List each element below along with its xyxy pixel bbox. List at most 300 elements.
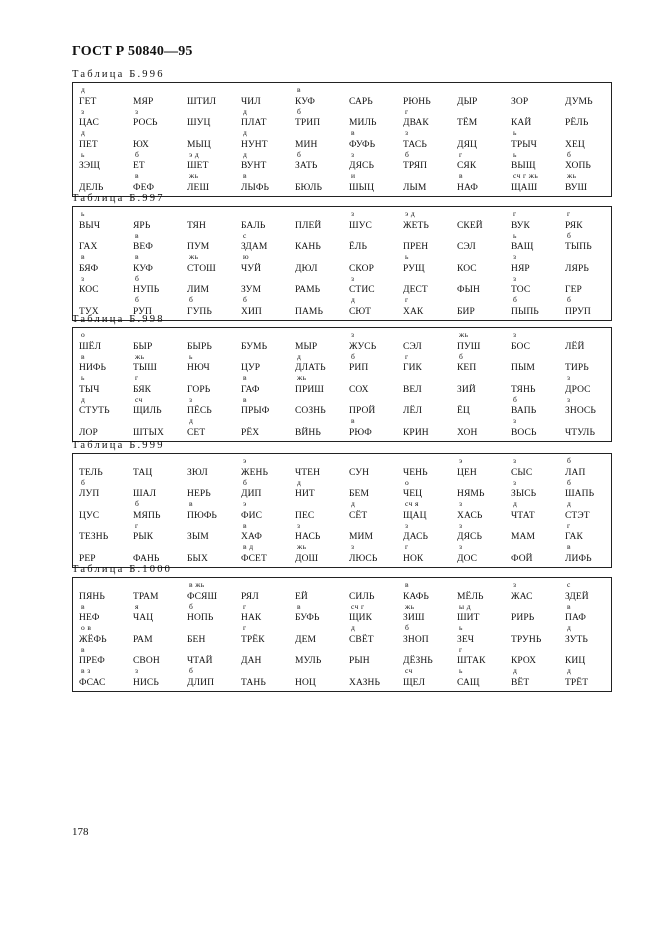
syllable-cell	[183, 253, 237, 275]
syllable-word: НОПЬ	[187, 613, 214, 624]
pronunciation-mark: б	[189, 295, 194, 305]
syllable-cell	[561, 86, 615, 108]
pronunciation-mark: з	[189, 394, 193, 404]
syllable-word: МИМ	[349, 532, 374, 543]
syllable-cell	[291, 581, 345, 603]
syllable-word: КАНЬ	[295, 242, 321, 253]
syllable-cell	[345, 172, 399, 194]
syllable-cell	[237, 86, 291, 108]
syllable-table	[72, 577, 612, 692]
syllable-cell	[129, 210, 183, 232]
pronunciation-mark: д	[567, 666, 572, 676]
pronunciation-mark: жь	[135, 351, 145, 361]
pronunciation-mark: ь	[405, 252, 409, 262]
syllable-word: ТРУНЬ	[511, 634, 542, 645]
syllable-word: ПАФ	[565, 613, 586, 624]
table-caption: Таблица Б.997	[72, 193, 165, 204]
syllable-word: ЁЛЬ	[349, 242, 368, 253]
syllable-cell	[561, 646, 615, 668]
syllable-word: ШЁЛ	[79, 341, 102, 352]
syllable-word: ВЙНЬ	[295, 427, 321, 438]
syllable-word: СЕТ	[187, 427, 206, 438]
syllable-word: ЛИФЬ	[565, 553, 592, 564]
syllable-word: ПРЫФ	[241, 406, 270, 417]
syllable-word: РИРЬ	[511, 613, 535, 624]
syllable-word: ВУНТ	[241, 161, 267, 172]
syllable-word: СЭЛ	[403, 341, 422, 352]
pronunciation-mark: в	[297, 601, 301, 611]
pronunciation-mark: в д	[243, 542, 254, 552]
syllable-cell	[345, 543, 399, 565]
syllable-word: СУН	[349, 467, 370, 478]
syllable-word: ЧТАЙ	[187, 656, 213, 667]
pronunciation-mark: б	[297, 106, 302, 116]
syllable-cell	[507, 667, 561, 689]
syllable-cell	[399, 253, 453, 275]
syllable-cell	[453, 603, 507, 625]
syllable-cell	[399, 86, 453, 108]
pronunciation-mark: д	[81, 128, 86, 138]
syllable-word: БИР	[457, 306, 475, 317]
table-row	[73, 522, 611, 544]
syllable-cell	[345, 129, 399, 151]
syllable-word: БУМЬ	[241, 341, 268, 352]
pronunciation-mark: д	[567, 499, 572, 509]
syllable-word: ТЕЗНЬ	[79, 532, 109, 543]
syllable-word: ДЯЦ	[457, 139, 477, 150]
syllable-word: БОС	[511, 341, 531, 352]
syllable-word: ЮХ	[133, 139, 149, 150]
table-caption: Таблица Б.1000	[72, 564, 173, 575]
syllable-word: ЗЕЧ	[457, 634, 475, 645]
syllable-word: НОЦ	[295, 677, 316, 688]
syllable-cell	[129, 624, 183, 646]
pronunciation-mark: в	[81, 351, 85, 361]
pronunciation-mark: в	[567, 542, 571, 552]
pronunciation-mark: г	[405, 106, 409, 116]
syllable-table	[72, 82, 612, 197]
syllable-word: НАСЬ	[295, 532, 321, 543]
syllable-word: ФЕФ	[133, 182, 155, 193]
pronunciation-mark: з	[297, 520, 301, 530]
syllable-word: КРОХ	[511, 656, 537, 667]
syllable-cell	[291, 500, 345, 522]
syllable-word: ВЁТ	[511, 677, 530, 688]
syllable-word: СКОР	[349, 263, 374, 274]
syllable-word: ХЕЦ	[565, 139, 585, 150]
syllable-word: ДРОС	[565, 384, 591, 395]
pronunciation-mark: з	[513, 580, 517, 589]
syllable-cell	[75, 603, 129, 625]
pronunciation-mark: ь	[81, 149, 85, 159]
syllable-word: КОС	[457, 263, 477, 274]
syllable-word: РЁХ	[241, 427, 260, 438]
syllable-word: БУФЬ	[295, 613, 320, 624]
pronunciation-mark: з	[351, 273, 355, 283]
syllable-cell	[507, 374, 561, 396]
pronunciation-mark: жь	[189, 252, 199, 262]
pronunciation-mark: б	[243, 477, 248, 487]
pronunciation-mark: г	[459, 149, 463, 159]
syllable-word: БАЛЬ	[241, 220, 266, 231]
syllable-cell	[507, 603, 561, 625]
pronunciation-mark: д	[351, 623, 356, 633]
syllable-word: ДЛИП	[187, 677, 215, 688]
syllable-cell	[237, 417, 291, 439]
syllable-word: ЛАП	[565, 467, 586, 478]
syllable-cell	[507, 522, 561, 544]
syllable-word: РЮФ	[349, 427, 372, 438]
syllable-cell	[183, 232, 237, 254]
syllable-word: ЧУЙ	[241, 263, 262, 274]
syllable-word: ТЁМ	[457, 118, 478, 129]
syllable-word: ТАЦ	[133, 467, 153, 478]
syllable-word: ТРИП	[295, 118, 321, 129]
syllable-cell	[345, 479, 399, 501]
syllable-cell	[399, 374, 453, 396]
syllable-word: ШТАК	[457, 656, 486, 667]
pronunciation-mark: б	[567, 230, 572, 240]
syllable-cell	[129, 479, 183, 501]
syllable-cell	[507, 172, 561, 194]
syllable-word: САЩ	[457, 677, 480, 688]
syllable-word: ТРЁК	[241, 634, 265, 645]
syllable-cell	[561, 275, 615, 297]
syllable-cell	[75, 396, 129, 418]
pronunciation-mark: в	[81, 644, 85, 654]
syllable-word: ПЛЕЙ	[295, 220, 322, 231]
syllable-cell	[561, 667, 615, 689]
syllable-cell	[399, 172, 453, 194]
syllable-cell	[291, 457, 345, 479]
syllable-word: БЫРЬ	[187, 341, 212, 352]
syllable-cell	[183, 522, 237, 544]
pronunciation-mark: с	[243, 230, 247, 240]
syllable-word: НОК	[403, 553, 424, 564]
syllable-word: СКЕЙ	[457, 220, 483, 231]
table-row	[73, 624, 611, 646]
syllable-word: БЯФ	[79, 263, 99, 274]
syllable-cell	[237, 624, 291, 646]
syllable-cell	[291, 543, 345, 565]
pronunciation-mark: з	[405, 128, 409, 138]
syllable-word: ВАПЬ	[511, 406, 537, 417]
syllable-cell	[345, 210, 399, 232]
syllable-cell	[399, 603, 453, 625]
syllable-cell	[453, 522, 507, 544]
syllable-cell	[75, 253, 129, 275]
syllable-cell	[75, 232, 129, 254]
pronunciation-mark: ь	[513, 149, 517, 159]
pronunciation-mark: д	[513, 666, 518, 676]
syllable-cell	[237, 543, 291, 565]
syllable-cell	[237, 457, 291, 479]
syllable-cell	[399, 624, 453, 646]
syllable-cell	[291, 417, 345, 439]
syllable-word: ФОЙ	[511, 553, 533, 564]
pronunciation-mark: б	[567, 477, 572, 487]
syllable-cell	[453, 275, 507, 297]
syllable-word: ТЯН	[187, 220, 206, 231]
syllable-cell	[345, 646, 399, 668]
syllable-cell	[453, 479, 507, 501]
syllable-word: ДВАК	[403, 118, 429, 129]
syllable-word: РЯК	[565, 220, 583, 231]
syllable-word: ПЁСЬ	[187, 406, 212, 417]
pronunciation-mark: э д	[405, 209, 416, 218]
syllable-cell	[561, 253, 615, 275]
syllable-word: ЗОР	[511, 96, 529, 107]
syllable-word: ШАЛ	[133, 489, 157, 500]
pronunciation-mark: д	[81, 394, 86, 404]
syllable-cell	[399, 275, 453, 297]
syllable-cell	[183, 275, 237, 297]
syllable-word: ДАН	[241, 656, 262, 667]
syllable-cell	[399, 396, 453, 418]
syllable-word: ДЕСТ	[403, 285, 428, 296]
syllable-word: КАЙ	[511, 118, 532, 129]
syllable-word: ЩИК	[349, 613, 373, 624]
syllable-cell	[453, 396, 507, 418]
table-row	[73, 331, 611, 353]
syllable-word: СТОШ	[187, 263, 216, 274]
syllable-cell	[453, 210, 507, 232]
syllable-word: ШЕТ	[187, 161, 209, 172]
syllable-cell	[237, 232, 291, 254]
syllable-word: НЯМЬ	[457, 489, 485, 500]
pronunciation-mark: в	[351, 128, 355, 138]
syllable-word: КЕП	[457, 363, 477, 374]
syllable-word: РЕР	[79, 553, 96, 564]
table-row	[73, 210, 611, 232]
syllable-cell	[345, 603, 399, 625]
syllable-cell	[129, 396, 183, 418]
syllable-word: СЁТ	[349, 510, 368, 521]
syllable-word: ДОШ	[295, 553, 319, 564]
syllable-word: ЗИШ	[403, 613, 425, 624]
syllable-cell	[75, 210, 129, 232]
syllable-word: ПРИШ	[295, 384, 324, 395]
syllable-word: КУФ	[133, 263, 153, 274]
pronunciation-mark: ь	[459, 666, 463, 676]
syllable-word: ЖУСЬ	[349, 341, 377, 352]
syllable-cell	[507, 86, 561, 108]
syllable-cell	[507, 353, 561, 375]
syllable-cell	[453, 581, 507, 603]
syllable-cell	[237, 331, 291, 353]
syllable-cell	[183, 396, 237, 418]
syllable-word: СТЭТ	[565, 510, 590, 521]
pronunciation-mark: в	[81, 252, 85, 262]
syllable-cell	[183, 210, 237, 232]
syllable-word: ВЫЩ	[511, 161, 536, 172]
pronunciation-mark: з	[405, 520, 409, 530]
syllable-word: МУЛЬ	[295, 656, 322, 667]
syllable-word: СЮТ	[349, 306, 371, 317]
syllable-cell	[561, 457, 615, 479]
syllable-word: СИЛЬ	[349, 591, 375, 602]
syllable-cell	[183, 581, 237, 603]
table-row	[73, 667, 611, 689]
table-row	[73, 646, 611, 668]
syllable-word: ЩАШ	[511, 182, 538, 193]
syllable-word: ЛЁЛ	[403, 406, 422, 417]
syllable-word: ТЫШ	[133, 363, 157, 374]
syllable-cell	[75, 479, 129, 501]
syllable-word: ЧАЦ	[133, 613, 154, 624]
syllable-cell	[345, 296, 399, 318]
syllable-cell	[129, 603, 183, 625]
syllable-word: ХИП	[241, 306, 262, 317]
table-row	[73, 603, 611, 625]
syllable-word: БЫР	[133, 341, 153, 352]
syllable-cell	[561, 624, 615, 646]
syllable-word: ВУШ	[565, 182, 588, 193]
pronunciation-mark: б	[405, 149, 410, 159]
pronunciation-mark: ь	[513, 128, 517, 138]
syllable-cell	[183, 353, 237, 375]
syllable-word: ДЁЗНЬ	[403, 656, 433, 667]
syllable-cell	[507, 253, 561, 275]
pronunciation-mark: з	[351, 209, 355, 218]
syllable-word: ЦУС	[79, 510, 100, 521]
syllable-word: ПЛАТ	[241, 118, 267, 129]
pronunciation-mark: в	[243, 373, 247, 383]
syllable-cell	[345, 417, 399, 439]
syllable-cell	[75, 129, 129, 151]
pronunciation-mark: д	[297, 477, 302, 487]
syllable-word: ГЕТ	[79, 96, 97, 107]
syllable-cell	[237, 210, 291, 232]
syllable-word: ДЕЛЬ	[79, 182, 104, 193]
syllable-word: ГАК	[565, 532, 583, 543]
syllable-cell	[183, 151, 237, 173]
syllable-word: ШАПЬ	[565, 489, 595, 500]
pronunciation-mark: сч	[135, 394, 143, 404]
syllable-cell	[237, 603, 291, 625]
syllable-word: ШИТ	[457, 613, 480, 624]
syllable-word: ПЫМ	[511, 363, 535, 374]
syllable-cell	[183, 543, 237, 565]
syllable-word: ЕТ	[133, 161, 145, 172]
syllable-cell	[507, 275, 561, 297]
syllable-cell	[75, 86, 129, 108]
syllable-cell	[561, 108, 615, 130]
pronunciation-mark: в	[135, 230, 139, 240]
syllable-word: ЖЕТЬ	[403, 220, 429, 231]
syllable-cell	[453, 624, 507, 646]
pronunciation-mark: г	[405, 351, 409, 361]
pronunciation-mark: э д	[189, 149, 200, 159]
syllable-word: МИН	[295, 139, 318, 150]
syllable-word: БЮЛЬ	[295, 182, 323, 193]
syllable-word: ПУМ	[187, 242, 210, 253]
pronunciation-mark: сч г жь	[513, 171, 539, 181]
syllable-cell	[237, 108, 291, 130]
syllable-word: НИТ	[295, 489, 315, 500]
syllable-cell	[183, 603, 237, 625]
syllable-word: НУПЬ	[133, 285, 160, 296]
pronunciation-mark: б	[243, 295, 248, 305]
syllable-cell	[291, 210, 345, 232]
syllable-word: ЖЕНЬ	[241, 467, 269, 478]
syllable-word: ХАК	[403, 306, 424, 317]
table-row	[73, 275, 611, 297]
syllable-cell	[129, 232, 183, 254]
syllable-cell	[237, 500, 291, 522]
pronunciation-mark: с	[567, 580, 571, 589]
syllable-word: МАМ	[511, 532, 536, 543]
syllable-word: ШЫЦ	[349, 182, 375, 193]
pronunciation-mark: в	[135, 252, 139, 262]
syllable-cell	[507, 543, 561, 565]
syllable-word: ТРЫЧ	[511, 139, 537, 150]
syllable-word: ЩЕЛ	[403, 677, 426, 688]
syllable-word: ЁЦ	[457, 406, 470, 417]
syllable-word: РИП	[349, 363, 369, 374]
pronunciation-mark: з	[135, 106, 139, 116]
syllable-word: ЧТАТ	[511, 510, 535, 521]
syllable-cell	[183, 667, 237, 689]
syllable-word: СОХ	[349, 384, 369, 395]
syllable-cell	[453, 543, 507, 565]
syllable-cell	[183, 500, 237, 522]
syllable-cell	[561, 296, 615, 318]
syllable-word: ЗНОП	[403, 634, 429, 645]
syllable-cell	[507, 624, 561, 646]
pronunciation-mark: з	[513, 252, 517, 262]
table-row	[73, 151, 611, 173]
syllable-cell	[507, 151, 561, 173]
syllable-cell	[345, 374, 399, 396]
syllable-cell	[507, 479, 561, 501]
syllable-cell	[237, 396, 291, 418]
syllable-word: ЗДЕЙ	[565, 591, 589, 602]
page-number: 178	[72, 826, 89, 838]
table-row	[73, 129, 611, 151]
syllable-word: ПАМЬ	[295, 306, 324, 317]
syllable-table	[72, 453, 612, 568]
syllable-word: ГУПЬ	[187, 306, 212, 317]
pronunciation-mark: д	[189, 416, 194, 426]
syllable-cell	[507, 108, 561, 130]
syllable-cell	[345, 522, 399, 544]
syllable-word: ЛЕШ	[187, 182, 210, 193]
pronunciation-mark: г	[243, 623, 247, 633]
syllable-word: ТЯНЬ	[511, 384, 536, 395]
pronunciation-mark: д	[513, 499, 518, 509]
syllable-cell	[561, 129, 615, 151]
syllable-cell	[291, 353, 345, 375]
syllable-cell	[237, 151, 291, 173]
syllable-cell	[399, 646, 453, 668]
pronunciation-mark: ю	[243, 252, 250, 262]
syllable-cell	[237, 646, 291, 668]
syllable-cell	[75, 151, 129, 173]
syllable-cell	[291, 129, 345, 151]
syllable-cell	[75, 108, 129, 130]
syllable-word: ЗУМ	[241, 285, 261, 296]
syllable-cell	[291, 646, 345, 668]
syllable-word: ШТЫХ	[133, 427, 164, 438]
syllable-word: ВЫЧ	[79, 220, 101, 231]
syllable-word: СОЗНЬ	[295, 406, 326, 417]
syllable-cell	[129, 331, 183, 353]
syllable-cell	[183, 646, 237, 668]
syllable-word: СЫС	[511, 467, 533, 478]
syllable-cell	[129, 253, 183, 275]
pronunciation-mark: я	[135, 601, 139, 611]
